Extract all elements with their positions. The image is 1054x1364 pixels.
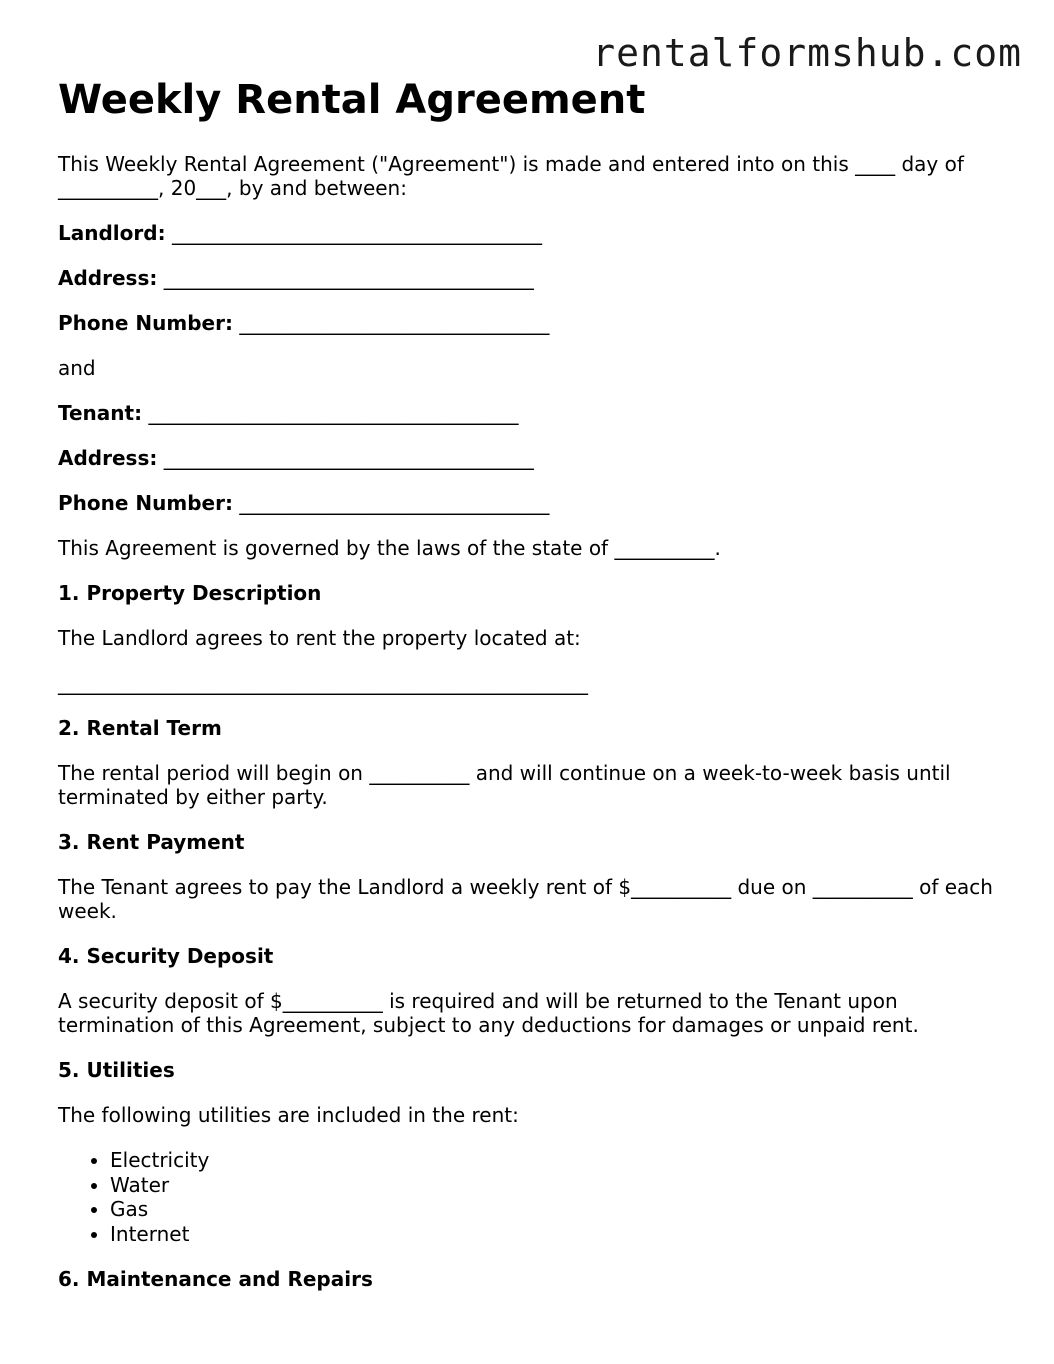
tenant-address-label: Address: <box>58 446 158 470</box>
tenant-name-label: Tenant: <box>58 401 143 425</box>
tenant-address-field <box>58 446 1008 470</box>
landlord-address-field <box>58 266 1008 290</box>
landlord-name-label: Landlord: <box>58 221 166 245</box>
section-heading-maintenance: 6. Maintenance and Repairs <box>58 1267 373 1291</box>
term-paragraph: The rental period will begin on __________ and will continue on a week-to-week basis until terminated by either party. <box>58 761 951 809</box>
tenant-name-blank: _____________________________________ <box>148 401 519 425</box>
list-item: • Water <box>110 1173 1008 1198</box>
landlord-phone-field <box>58 311 1008 335</box>
tenant-phone-field <box>58 491 1008 515</box>
landlord-phone-blank: _______________________________ <box>239 311 550 335</box>
tenant-address-blank: _____________________________________ <box>163 446 534 470</box>
landlord-name-blank: _____________________________________ <box>171 221 542 245</box>
landlord-address-label: Address: <box>58 266 158 290</box>
list-item: • Gas <box>110 1197 1008 1222</box>
and-text: and <box>58 356 96 380</box>
tenant-name-field <box>58 401 1008 425</box>
list-item: • Electricity <box>110 1148 1008 1173</box>
landlord-phone-label: Phone Number: <box>58 311 233 335</box>
landlord-address-blank: _____________________________________ <box>163 266 534 290</box>
tenant-phone-label: Phone Number: <box>58 491 233 515</box>
intro-paragraph: This Weekly Rental Agreement ("Agreement") is made and entered into on this ____ day of __________, 20___, by and between: <box>58 152 964 200</box>
watermark-text: rentalformshub.com <box>592 31 1022 75</box>
section-heading-payment: 3. Rent Payment <box>58 830 245 854</box>
list-item: • Internet <box>110 1222 1008 1247</box>
payment-paragraph: The Tenant agrees to pay the Landlord a weekly rent of $__________ due on __________ of each week. <box>58 875 993 923</box>
section-heading-deposit: 4. Security Deposit <box>58 944 274 968</box>
document-title: Weekly Rental Agreement <box>58 77 646 123</box>
property-paragraph: The Landlord agrees to rent the property located at: <box>58 626 581 650</box>
property-address-blank: _____________________________________________________ <box>58 671 588 695</box>
section-heading-utilities: 5. Utilities <box>58 1058 175 1082</box>
section-heading-property: 1. Property Description <box>58 581 322 605</box>
utilities-list <box>58 1148 1008 1246</box>
tenant-phone-blank: _______________________________ <box>239 491 550 515</box>
document-page <box>58 76 1008 1312</box>
utilities-paragraph: The following utilities are included in the rent: <box>58 1103 519 1127</box>
deposit-paragraph: A security deposit of $__________ is required and will be returned to the Tenant upon termination of this Agreement, subject to any deductions for damages or unpaid rent. <box>58 989 919 1037</box>
landlord-name-field <box>58 221 1008 245</box>
governing-law-paragraph: This Agreement is governed by the laws of the state of __________. <box>58 536 721 560</box>
section-heading-term: 2. Rental Term <box>58 716 222 740</box>
